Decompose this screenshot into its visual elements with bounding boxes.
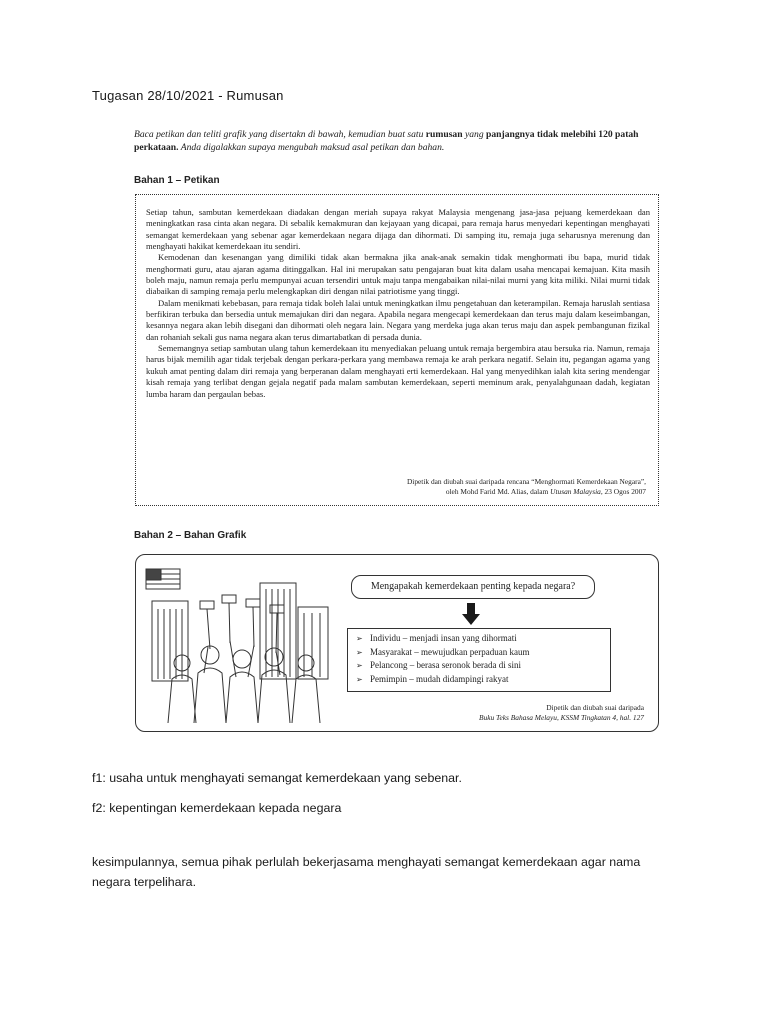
passage-paragraph: Dalam menikmati kebebasan, para remaja tidak boleh lalai untuk meningkatkan ilmu pengetahuan dan keterampilan. Remaja haruslah sentiasa berfikiran terbuka dan bersedia untuk memajukan diri dan negara. Apabila negara mengecapi kemerdekaan dan terus maju dalam keseimbangan, kesannya negara akan lebih disegani dan dihormati oleh negara lain. Negara yang merdeka juga akan terus maju dan aspek pembangunan fizikal dan rohaniah sekali gus nama negara akan terus dimartabatkan di persada dunia. bbox=[146, 297, 650, 342]
arrow-bullet-icon: ➢ bbox=[356, 634, 363, 643]
reason-text: Masyarakat – mewujudkan perpaduan kaum bbox=[370, 646, 530, 657]
question-box: Mengapakah kemerdekaan penting kepada negara? bbox=[351, 575, 595, 599]
reason-text: Pemimpin – mudah didampingi rakyat bbox=[370, 673, 509, 684]
answer-f2: f2: kepentingan kemerdekaan kepada negara bbox=[92, 801, 342, 815]
passage-paragraph: Setiap tahun, sambutan kemerdekaan diadakan dengan meriah supaya rakyat Malaysia mengenang jasa-jasa pejuang kemerdekaan dan meningkatkan rasa cinta akan negara. Di sebalik kemakmuran dan kejayaan yang dicapai, para remaja harus menyedari kepentingan menghayati semangat kemerdekaan yang sebenar agar kemerdekaan negara dijaga dan dihormati. Di samping itu, remaja juga seharusnya merenung dan menghayati hakikat kemerdekaan itu sendiri. bbox=[146, 207, 650, 252]
passage-paragraph: Kemodenan dan kesenangan yang dimiliki tidak akan bermakna jika anak-anak semakin tidak menghormati ibu bapa, murid tidak menghormati guru, atau ajaran agama ditinggalkan. Hal ini merupakan satu pengajaran buat kita dalam usaha mencapai kemajuan. Kita masih boleh maju, namun remaja perlu mempunyai acuan tersendiri untuk maju tanpa mengabaikan nilai-nilai murni yang kita miliki. Nilai murni tidak diabaikan di samping remaja perlu melengkapkan diri dengan nilai patriotisme yang tinggi. bbox=[146, 252, 650, 297]
reason-item bbox=[356, 659, 602, 673]
instruction-bold2: panjangnya tidak melebihi 120 patah perkataan. bbox=[134, 129, 639, 153]
graphic-source-book: Buku Teks Bahasa Melayu, KSSM Tingkatan 4, hal. 127 bbox=[479, 713, 644, 722]
passage-text bbox=[146, 207, 650, 400]
passage-source-line1: Dipetik dan diubah suai daripada rencana “Menghormati Kemerdekaan Negara”, bbox=[406, 477, 646, 486]
reason-text: Individu – menjadi insan yang dihormati bbox=[370, 633, 517, 643]
answer-conclusion: kesimpulannya, semua pihak perlulah bekerjasama menghayati semangat kemerdekaan agar nama negara terpelihara. bbox=[92, 855, 641, 889]
instruction-bold1: rumusan bbox=[425, 129, 463, 140]
page-title: Tugasan 28/10/2021 - Rumusan bbox=[92, 88, 284, 103]
down-arrow-icon bbox=[462, 603, 480, 625]
reason-item bbox=[356, 673, 602, 687]
arrow-bullet-icon: ➢ bbox=[356, 661, 363, 670]
graphic-box bbox=[135, 554, 659, 732]
arrow-bullet-icon: ➢ bbox=[356, 674, 363, 684]
crowd-celebration-illustration bbox=[142, 561, 342, 723]
passage-paragraph: Sememangnya setiap sambutan ulang tahun kemerdekaan itu menyediakan peluang untuk remaja bergembira atau bersuka ria. Namun, remaja harus bijak memilih agar tidak terjebak dengan perkara-perkara yang membawa remaja ke arah perkara negatif. Selain itu, pegangan agama yang kukuh amat penting dalam diri remaja yang berperanan dalam menghayati erti kemerdekaan. Hal yang menyedihkan ialah kita sering mendengar kisah remaja yang terlibat dengan gejala negatif pada malam sambutan kemerdekaan, seperti meminum arak, penyalahgunaan dadah, kegiatan lumba haram dan pergaulan bebas. bbox=[146, 343, 650, 399]
reason-text: Pelancong – berasa seronok berada di sini bbox=[370, 660, 521, 670]
building-right bbox=[298, 607, 328, 679]
arrow-bullet-icon: ➢ bbox=[356, 647, 363, 657]
passage-source bbox=[306, 477, 646, 497]
answer-f1: f1: usaha untuk menghayati semangat kemerdekaan yang sebenar. bbox=[92, 771, 462, 785]
source-publication: Utusan Malaysia bbox=[550, 487, 601, 496]
instruction-part3: Anda digalakkan supaya mengubah maksud asal petikan dan bahan. bbox=[180, 141, 445, 153]
instruction-part2: yang bbox=[464, 129, 484, 140]
bahan2-heading: Bahan 2 – Bahan Grafik bbox=[134, 530, 247, 541]
instruction-part1: Baca petikan dan teliti grafik yang disertakn di bawah, kemudian buat satu bbox=[134, 129, 424, 140]
graphic-source-line2 bbox=[414, 713, 644, 723]
graphic-source bbox=[414, 703, 644, 723]
source-author: oleh Mohd Farid Md. Alias, dalam bbox=[445, 487, 549, 496]
source-date: , 23 Ogos 2007 bbox=[600, 487, 646, 496]
reason-item bbox=[356, 646, 602, 660]
passage-box bbox=[135, 194, 659, 506]
graphic-source-line1: Dipetik dan diubah suai daripada bbox=[546, 703, 644, 712]
reason-item bbox=[356, 632, 602, 646]
scanned-exercise bbox=[126, 122, 666, 742]
instruction-text bbox=[134, 129, 660, 154]
bahan1-heading: Bahan 1 – Petikan bbox=[134, 175, 220, 186]
passage-source-line2 bbox=[306, 487, 646, 497]
reasons-list bbox=[347, 628, 611, 692]
